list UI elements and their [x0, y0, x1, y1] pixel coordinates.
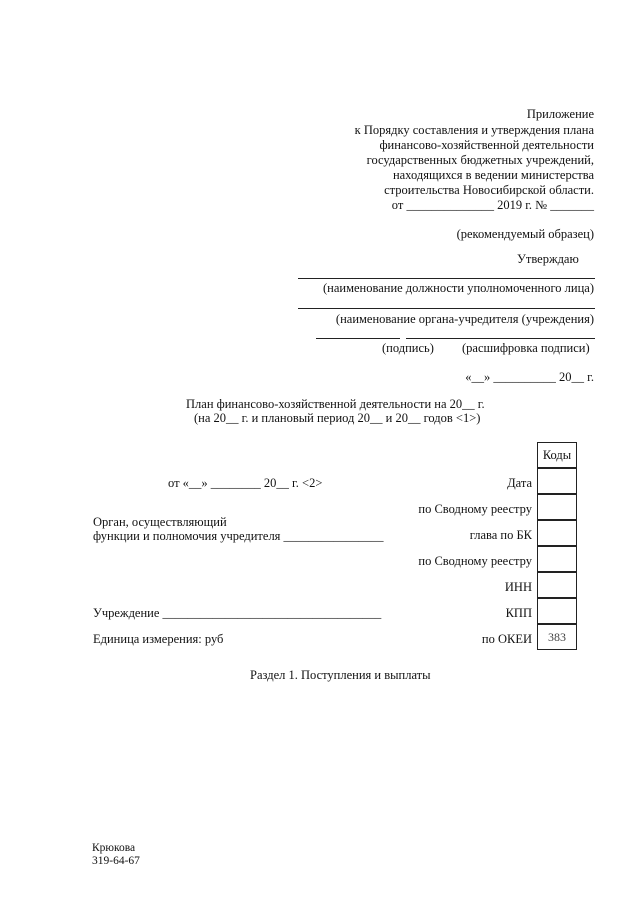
unit-of-measure: Единица измерения: руб: [93, 632, 224, 646]
organ-label-line1: Орган, осуществляющий: [93, 515, 227, 529]
code-cell-bk-chapter: [537, 520, 577, 546]
header-line-date-number: от ______________ 2019 г. № _______: [391, 198, 594, 212]
decoding-caption: (расшифровка подписи): [462, 341, 590, 355]
position-caption: (наименование должности уполномоченного лица): [322, 281, 594, 295]
code-cell-okei: 383: [537, 624, 577, 650]
organ-caption: (наименование органа-учредителя (учреждения): [335, 312, 594, 326]
plan-date-line: от «__» ________ 20__ г. <2>: [168, 476, 323, 490]
label-bk-chapter: глава по БК: [469, 528, 532, 542]
header-line-appendix: Приложение: [526, 107, 594, 121]
code-cell-registry-1: [537, 494, 577, 520]
footer-phone: 319-64-67: [92, 855, 140, 867]
label-date: Дата: [507, 476, 532, 490]
sample-note: (рекомендуемый образец): [456, 227, 594, 241]
signature-line: [316, 338, 400, 339]
header-line-ministry: находящихся в ведении министерства: [392, 168, 594, 182]
codes-header: Коды: [537, 442, 577, 468]
institution-field: Учреждение ___________________________________: [93, 606, 382, 620]
position-line: [298, 278, 595, 279]
label-inn: ИНН: [504, 580, 532, 594]
code-cell-registry-2: [537, 546, 577, 572]
code-cell-kpp: [537, 598, 577, 624]
header-line-region: строительства Новосибирской области.: [384, 183, 594, 197]
organ-line: [298, 308, 595, 309]
signature-caption: (подпись): [382, 341, 434, 355]
plan-title: План финансово-хозяйственной деятельности на 20__ г.: [186, 397, 485, 411]
footer-name: Крюкова: [92, 842, 136, 854]
label-registry-1: по Сводному реестру: [418, 502, 532, 516]
decoding-line: [406, 338, 595, 339]
label-registry-2: по Сводному реестру: [418, 554, 532, 568]
label-okei: по ОКЕИ: [481, 632, 532, 646]
organ-label-line2: функции и полномочия учредителя ________________: [93, 529, 384, 543]
approval-date: «__» __________ 20__ г.: [465, 370, 594, 384]
code-cell-date: [537, 468, 577, 494]
approval-title: Утверждаю: [517, 252, 579, 266]
section-title: Раздел 1. Поступления и выплаты: [250, 668, 431, 682]
plan-subtitle: (на 20__ г. и плановый период 20__ и 20__ годов <1>): [194, 411, 481, 425]
code-cell-inn: [537, 572, 577, 598]
header-line-order: к Порядку составления и утверждения плана: [354, 123, 594, 137]
header-line-activity: финансово-хозяйственной деятельности: [379, 138, 594, 152]
label-kpp: КПП: [505, 606, 532, 620]
header-line-institutions: государственных бюджетных учреждений,: [366, 153, 594, 167]
